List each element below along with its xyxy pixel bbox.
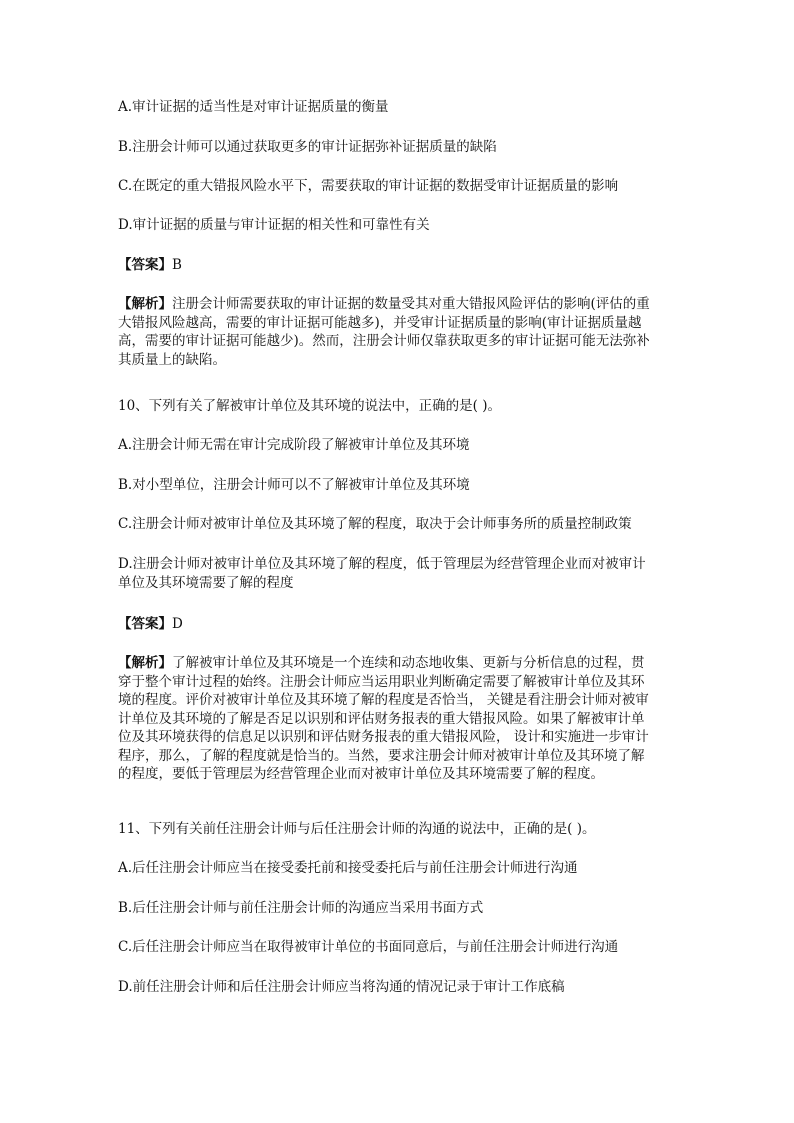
answer-label: 【答案】 [118,616,172,632]
analysis-text: 了解被审计单位及其环境是一个连续和动态地收集、更新与分析信息的过程，贯 [172,655,645,671]
q11-option-a: A.后任注册会计师应当在接受委托前和接受委托后与前任注册会计师进行沟通 [118,860,578,876]
analysis-line: 位及其环境获得的信息足以识别和评估财务报表的重大错报风险， 设计和实施进一步审计 [118,729,649,745]
q10-option-b: B.对小型单位，注册会计师可以不了解被审计单位及其环境 [118,477,470,493]
q9-option-d: D.审计证据的质量与审计证据的相关性和可靠性有关 [118,217,430,233]
option-line: D.注册会计师对被审计单位及其环境了解的程度，低于管理层为经营管理企业而对被审计 [118,556,646,572]
analysis-label: 【解析】 [118,296,172,312]
analysis-line: 大错报风险越高，需要的审计证据可能越多)，并受审计证据质量的影响(审计证据质量越 [118,314,642,331]
analysis-line: 其质量上的缺陷。 [118,351,226,368]
q10-option-d [118,555,678,592]
analysis-line: 的程度，要低于管理层为经营管理企业而对被审计单位及其环境需要了解的程度。 [118,766,604,782]
analysis-text: 注册会计师需要获取的审计证据的数量受其对重大错报风险评估的影响(评估的重 [172,296,650,312]
q11-question: 11、下列有关前任注册会计师与后任注册会计师的沟通的说法中，正确的是( )。 [118,821,596,837]
analysis-line: 境的程度。评价对被审计单位及其环境了解的程度是否恰当， 关键是看注册会计师对被审 [118,692,649,708]
q10-option-a: A.注册会计师无需在审计完成阶段了解被审计单位及其环境 [118,437,470,453]
analysis-line [118,654,678,673]
q10-option-c: C.注册会计师对被审计单位及其环境了解的程度，取决于会计师事务所的质量控制政策 [118,516,632,532]
analysis-line: 高，需要的审计证据可能越少)。然而，注册会计师仅靠获取更多的审计证据可能无法弥补 [118,333,650,349]
analysis-line: 计单位及其环境的了解是否足以识别和评估财务报表的重大错报风险。如果了解被审计单 [118,710,645,727]
q9-option-a: A.审计证据的适当性是对审计证据质量的衡量 [118,99,389,115]
answer-label: 【答案】 [118,257,172,273]
q10-answer [118,615,678,633]
q9-analysis [118,295,678,369]
q10-question: 10、下列有关了解被审计单位及其环境的说法中，正确的是( )。 [118,398,502,414]
q11-option-d: D.前任注册会计师和后任注册会计师应当将沟通的情况记录于审计工作底稿 [118,979,565,995]
answer-value: B [172,257,182,273]
q9-option-b: B.注册会计师可以通过获取更多的审计证据弥补证据质量的缺陷 [118,139,497,155]
analysis-line: 穿于整个审计过程的始终。注册会计师应当运用职业判断确定需要了解被审计单位及其环 [118,673,645,690]
option-line: 单位及其环境需要了解的程度 [118,574,294,591]
q9-option-c: C.在既定的重大错报风险水平下，需要获取的审计证据的数据受审计证据质量的影响 [118,178,619,194]
answer-value: D [172,616,183,632]
analysis-line [118,295,678,314]
q10-analysis [118,654,678,784]
q11-option-b: B.后任注册会计师与前任注册会计师的沟通应当采用书面方式 [118,900,484,916]
analysis-line: 程序，那么，了解的程度就是恰当的。当然，要求注册会计师对被审计单位及其环境了解 [118,747,645,764]
q9-answer [118,256,678,274]
q11-option-c: C.后任注册会计师应当在取得被审计单位的书面同意后，与前任注册会计师进行沟通 [118,939,619,955]
analysis-label: 【解析】 [118,655,172,671]
